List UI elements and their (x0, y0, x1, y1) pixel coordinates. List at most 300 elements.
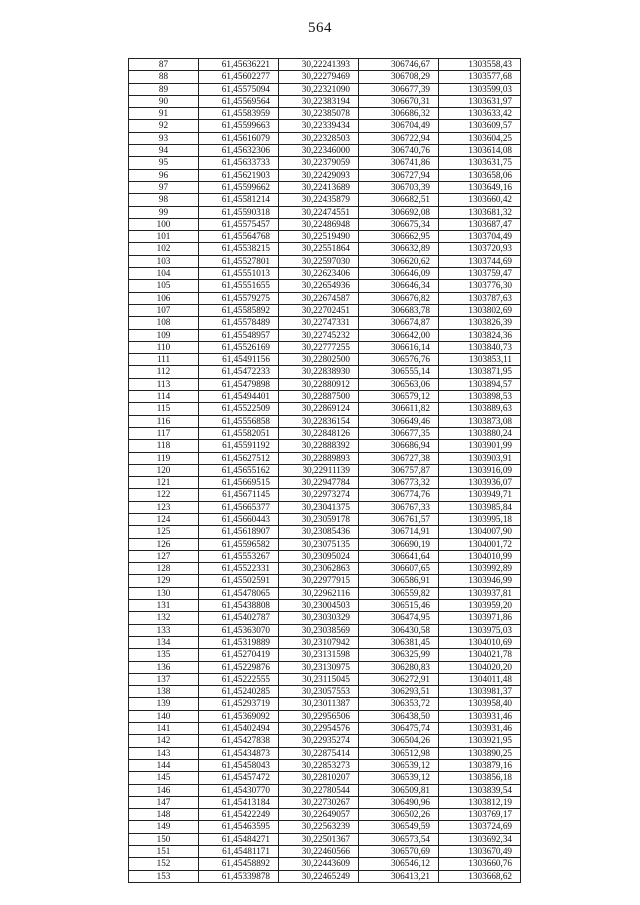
y-coordinate-cell: 1303981,37 (439, 686, 521, 698)
latitude-cell: 61,45527801 (199, 255, 279, 267)
table-row (129, 833, 521, 845)
x-coordinate-cell: 306573,54 (359, 833, 439, 845)
table-row (129, 341, 521, 353)
table-row (129, 600, 521, 612)
y-coordinate-cell: 1303931,46 (439, 710, 521, 722)
point-number-cell: 132 (129, 612, 199, 624)
longitude-cell: 30,22973274 (279, 489, 359, 501)
longitude-cell: 30,22241393 (279, 59, 359, 71)
y-coordinate-cell: 1303658,06 (439, 169, 521, 181)
x-coordinate-cell: 306620,62 (359, 255, 439, 267)
longitude-cell: 30,22460566 (279, 846, 359, 858)
longitude-cell: 30,22654936 (279, 280, 359, 292)
table-row (129, 71, 521, 83)
latitude-cell: 61,45579275 (199, 292, 279, 304)
point-number-cell: 97 (129, 181, 199, 193)
point-number-cell: 110 (129, 341, 199, 353)
table-row (129, 329, 521, 341)
y-coordinate-cell: 1303879,16 (439, 759, 521, 771)
x-coordinate-cell: 306682,51 (359, 194, 439, 206)
y-coordinate-cell: 1303633,42 (439, 108, 521, 120)
table-row (129, 870, 521, 882)
x-coordinate-cell: 306677,39 (359, 83, 439, 95)
longitude-cell: 30,22443609 (279, 858, 359, 870)
y-coordinate-cell: 1303921,95 (439, 735, 521, 747)
longitude-cell: 30,23131598 (279, 649, 359, 661)
x-coordinate-cell: 306474,95 (359, 612, 439, 624)
x-coordinate-cell: 306670,31 (359, 95, 439, 107)
y-coordinate-cell: 1303614,08 (439, 145, 521, 157)
x-coordinate-cell: 306490,96 (359, 796, 439, 808)
x-coordinate-cell: 306686,94 (359, 440, 439, 452)
coordinates-table-body (129, 59, 521, 883)
table-row (129, 452, 521, 464)
latitude-cell: 61,45538215 (199, 243, 279, 255)
y-coordinate-cell: 1304011,48 (439, 673, 521, 685)
x-coordinate-cell: 306549,59 (359, 821, 439, 833)
latitude-cell: 61,45669515 (199, 477, 279, 489)
table-row (129, 636, 521, 648)
y-coordinate-cell: 1303931,46 (439, 723, 521, 735)
point-number-cell: 122 (129, 489, 199, 501)
y-coordinate-cell: 1303871,95 (439, 366, 521, 378)
x-coordinate-cell: 306641,64 (359, 550, 439, 562)
point-number-cell: 147 (129, 796, 199, 808)
x-coordinate-cell: 306757,87 (359, 464, 439, 476)
table-row (129, 686, 521, 698)
latitude-cell: 61,45578489 (199, 317, 279, 329)
point-number-cell: 92 (129, 120, 199, 132)
latitude-cell: 61,45599662 (199, 181, 279, 193)
table-row (129, 194, 521, 206)
table-row (129, 673, 521, 685)
y-coordinate-cell: 1303744,69 (439, 255, 521, 267)
x-coordinate-cell: 306704,49 (359, 120, 439, 132)
x-coordinate-cell: 306646,09 (359, 268, 439, 280)
y-coordinate-cell: 1304020,20 (439, 661, 521, 673)
y-coordinate-cell: 1303936,07 (439, 477, 521, 489)
latitude-cell: 61,45240285 (199, 686, 279, 698)
table-row (129, 563, 521, 575)
point-number-cell: 104 (129, 268, 199, 280)
longitude-cell: 30,22977915 (279, 575, 359, 587)
y-coordinate-cell: 1303971,86 (439, 612, 521, 624)
point-number-cell: 134 (129, 636, 199, 648)
table-row (129, 501, 521, 513)
x-coordinate-cell: 306722,94 (359, 132, 439, 144)
y-coordinate-cell: 1303958,40 (439, 698, 521, 710)
x-coordinate-cell: 306746,67 (359, 59, 439, 71)
point-number-cell: 101 (129, 231, 199, 243)
x-coordinate-cell: 306676,82 (359, 292, 439, 304)
y-coordinate-cell: 1303901,99 (439, 440, 521, 452)
x-coordinate-cell: 306692,08 (359, 206, 439, 218)
x-coordinate-cell: 306767,33 (359, 501, 439, 513)
y-coordinate-cell: 1303894,57 (439, 378, 521, 390)
y-coordinate-cell: 1304001,72 (439, 538, 521, 550)
table-row (129, 821, 521, 833)
longitude-cell: 30,23062863 (279, 563, 359, 575)
point-number-cell: 136 (129, 661, 199, 673)
latitude-cell: 61,45458043 (199, 759, 279, 771)
point-number-cell: 108 (129, 317, 199, 329)
page-number: 564 (308, 20, 332, 36)
longitude-cell: 30,22889893 (279, 452, 359, 464)
longitude-cell: 30,22379059 (279, 157, 359, 169)
longitude-cell: 30,22880912 (279, 378, 359, 390)
latitude-cell: 61,45590318 (199, 206, 279, 218)
table-row (129, 464, 521, 476)
table-row (129, 427, 521, 439)
point-number-cell: 142 (129, 735, 199, 747)
longitude-cell: 30,22551864 (279, 243, 359, 255)
longitude-cell: 30,22838930 (279, 366, 359, 378)
point-number-cell: 141 (129, 723, 199, 735)
point-number-cell: 96 (129, 169, 199, 181)
latitude-cell: 61,45583959 (199, 108, 279, 120)
latitude-cell: 61,45632306 (199, 145, 279, 157)
longitude-cell: 30,22474551 (279, 206, 359, 218)
y-coordinate-cell: 1303949,71 (439, 489, 521, 501)
point-number-cell: 131 (129, 600, 199, 612)
point-number-cell: 133 (129, 624, 199, 636)
table-row (129, 95, 521, 107)
x-coordinate-cell: 306504,26 (359, 735, 439, 747)
longitude-cell: 30,23085436 (279, 526, 359, 538)
latitude-cell: 61,45633733 (199, 157, 279, 169)
x-coordinate-cell: 306559,82 (359, 587, 439, 599)
y-coordinate-cell: 1303787,63 (439, 292, 521, 304)
longitude-cell: 30,22887500 (279, 391, 359, 403)
x-coordinate-cell: 306586,91 (359, 575, 439, 587)
latitude-cell: 61,45655162 (199, 464, 279, 476)
x-coordinate-cell: 306563,06 (359, 378, 439, 390)
latitude-cell: 61,45522509 (199, 403, 279, 415)
x-coordinate-cell: 306555,14 (359, 366, 439, 378)
x-coordinate-cell: 306272,91 (359, 673, 439, 685)
y-coordinate-cell: 1303558,43 (439, 59, 521, 71)
table-row (129, 747, 521, 759)
x-coordinate-cell: 306512,98 (359, 747, 439, 759)
y-coordinate-cell: 1304010,69 (439, 636, 521, 648)
point-number-cell: 115 (129, 403, 199, 415)
longitude-cell: 30,22346000 (279, 145, 359, 157)
longitude-cell: 30,22486948 (279, 218, 359, 230)
y-coordinate-cell: 1303668,62 (439, 870, 521, 882)
table-row (129, 132, 521, 144)
latitude-cell: 61,45526169 (199, 341, 279, 353)
point-number-cell: 153 (129, 870, 199, 882)
x-coordinate-cell: 306475,74 (359, 723, 439, 735)
longitude-cell: 30,22888392 (279, 440, 359, 452)
x-coordinate-cell: 306714,91 (359, 526, 439, 538)
y-coordinate-cell: 1304010,99 (439, 550, 521, 562)
latitude-cell: 61,45602277 (199, 71, 279, 83)
latitude-cell: 61,45369092 (199, 710, 279, 722)
x-coordinate-cell: 306616,14 (359, 341, 439, 353)
latitude-cell: 61,45621903 (199, 169, 279, 181)
longitude-cell: 30,22780544 (279, 784, 359, 796)
latitude-cell: 61,45422249 (199, 809, 279, 821)
table-row (129, 59, 521, 71)
latitude-cell: 61,45491156 (199, 354, 279, 366)
table-row (129, 218, 521, 230)
latitude-cell: 61,45575457 (199, 218, 279, 230)
table-row (129, 858, 521, 870)
y-coordinate-cell: 1303687,47 (439, 218, 521, 230)
x-coordinate-cell: 306646,34 (359, 280, 439, 292)
point-number-cell: 128 (129, 563, 199, 575)
table-row (129, 477, 521, 489)
y-coordinate-cell: 1303704,49 (439, 231, 521, 243)
y-coordinate-cell: 1303985,84 (439, 501, 521, 513)
longitude-cell: 30,22911139 (279, 464, 359, 476)
y-coordinate-cell: 1303826,39 (439, 317, 521, 329)
x-coordinate-cell: 306675,34 (359, 218, 439, 230)
y-coordinate-cell: 1303856,18 (439, 772, 521, 784)
longitude-cell: 30,22853273 (279, 759, 359, 771)
x-coordinate-cell: 306703,39 (359, 181, 439, 193)
y-coordinate-cell: 1303759,47 (439, 268, 521, 280)
longitude-cell: 30,22935274 (279, 735, 359, 747)
table-row (129, 108, 521, 120)
y-coordinate-cell: 1303880,24 (439, 427, 521, 439)
point-number-cell: 152 (129, 858, 199, 870)
latitude-cell: 61,45564768 (199, 231, 279, 243)
y-coordinate-cell: 1303631,75 (439, 157, 521, 169)
latitude-cell: 61,45363070 (199, 624, 279, 636)
longitude-cell: 30,22519490 (279, 231, 359, 243)
x-coordinate-cell: 306570,69 (359, 846, 439, 858)
point-number-cell: 109 (129, 329, 199, 341)
longitude-cell: 30,22597030 (279, 255, 359, 267)
y-coordinate-cell: 1303853,11 (439, 354, 521, 366)
y-coordinate-cell: 1303681,32 (439, 206, 521, 218)
table-row (129, 181, 521, 193)
x-coordinate-cell: 306773,32 (359, 477, 439, 489)
table-row (129, 317, 521, 329)
table-row (129, 366, 521, 378)
longitude-cell: 30,22702451 (279, 304, 359, 316)
latitude-cell: 61,45596582 (199, 538, 279, 550)
y-coordinate-cell: 1303995,18 (439, 513, 521, 525)
point-number-cell: 149 (129, 821, 199, 833)
point-number-cell: 102 (129, 243, 199, 255)
coordinates-table (128, 58, 521, 883)
x-coordinate-cell: 306325,99 (359, 649, 439, 661)
x-coordinate-cell: 306430,58 (359, 624, 439, 636)
point-number-cell: 124 (129, 513, 199, 525)
latitude-cell: 61,45522331 (199, 563, 279, 575)
x-coordinate-cell: 306774,76 (359, 489, 439, 501)
y-coordinate-cell: 1303890,25 (439, 747, 521, 759)
table-row (129, 231, 521, 243)
x-coordinate-cell: 306674,87 (359, 317, 439, 329)
point-number-cell: 140 (129, 710, 199, 722)
latitude-cell: 61,45413184 (199, 796, 279, 808)
point-number-cell: 116 (129, 415, 199, 427)
point-number-cell: 95 (129, 157, 199, 169)
point-number-cell: 100 (129, 218, 199, 230)
latitude-cell: 61,45660443 (199, 513, 279, 525)
longitude-cell: 30,23115045 (279, 673, 359, 685)
table-row (129, 169, 521, 181)
longitude-cell: 30,23075135 (279, 538, 359, 550)
longitude-cell: 30,22321090 (279, 83, 359, 95)
latitude-cell: 61,45430770 (199, 784, 279, 796)
point-number-cell: 113 (129, 378, 199, 390)
x-coordinate-cell: 306293,51 (359, 686, 439, 698)
table-row (129, 243, 521, 255)
latitude-cell: 61,45556858 (199, 415, 279, 427)
longitude-cell: 30,23004503 (279, 600, 359, 612)
table-row (129, 575, 521, 587)
point-number-cell: 118 (129, 440, 199, 452)
y-coordinate-cell: 1303649,16 (439, 181, 521, 193)
table-row (129, 526, 521, 538)
x-coordinate-cell: 306509,81 (359, 784, 439, 796)
table-row (129, 538, 521, 550)
y-coordinate-cell: 1303903,91 (439, 452, 521, 464)
latitude-cell: 61,45270419 (199, 649, 279, 661)
table-row (129, 661, 521, 673)
x-coordinate-cell: 306280,83 (359, 661, 439, 673)
longitude-cell: 30,22956506 (279, 710, 359, 722)
latitude-cell: 61,45551013 (199, 268, 279, 280)
table-row (129, 735, 521, 747)
table-row (129, 157, 521, 169)
point-number-cell: 90 (129, 95, 199, 107)
table-row (129, 649, 521, 661)
longitude-cell: 30,22465249 (279, 870, 359, 882)
x-coordinate-cell: 306502,26 (359, 809, 439, 821)
x-coordinate-cell: 306686,32 (359, 108, 439, 120)
latitude-cell: 61,45551655 (199, 280, 279, 292)
x-coordinate-cell: 306353,72 (359, 698, 439, 710)
x-coordinate-cell: 306515,46 (359, 600, 439, 612)
latitude-cell: 61,45319889 (199, 636, 279, 648)
table-row (129, 378, 521, 390)
table-row (129, 784, 521, 796)
y-coordinate-cell: 1303577,68 (439, 71, 521, 83)
y-coordinate-cell: 1303599,03 (439, 83, 521, 95)
longitude-cell: 30,22339434 (279, 120, 359, 132)
longitude-cell: 30,22649057 (279, 809, 359, 821)
longitude-cell: 30,22810207 (279, 772, 359, 784)
point-number-cell: 151 (129, 846, 199, 858)
longitude-cell: 30,22869124 (279, 403, 359, 415)
longitude-cell: 30,22623406 (279, 268, 359, 280)
point-number-cell: 144 (129, 759, 199, 771)
y-coordinate-cell: 1303898,53 (439, 391, 521, 403)
table-row (129, 846, 521, 858)
longitude-cell: 30,22730267 (279, 796, 359, 808)
x-coordinate-cell: 306576,76 (359, 354, 439, 366)
x-coordinate-cell: 306683,78 (359, 304, 439, 316)
point-number-cell: 88 (129, 71, 199, 83)
y-coordinate-cell: 1303724,69 (439, 821, 521, 833)
x-coordinate-cell: 306708,29 (359, 71, 439, 83)
table-row (129, 698, 521, 710)
table-row (129, 759, 521, 771)
longitude-cell: 30,23095024 (279, 550, 359, 562)
y-coordinate-cell: 1303609,57 (439, 120, 521, 132)
y-coordinate-cell: 1303776,30 (439, 280, 521, 292)
longitude-cell: 30,22954576 (279, 723, 359, 735)
longitude-cell: 30,22836154 (279, 415, 359, 427)
y-coordinate-cell: 1303916,09 (439, 464, 521, 476)
table-row (129, 255, 521, 267)
latitude-cell: 61,45478065 (199, 587, 279, 599)
x-coordinate-cell: 306740,76 (359, 145, 439, 157)
point-number-cell: 143 (129, 747, 199, 759)
latitude-cell: 61,45472233 (199, 366, 279, 378)
longitude-cell: 30,22947784 (279, 477, 359, 489)
longitude-cell: 30,23130975 (279, 661, 359, 673)
y-coordinate-cell: 1303975,03 (439, 624, 521, 636)
y-coordinate-cell: 1304021,78 (439, 649, 521, 661)
point-number-cell: 93 (129, 132, 199, 144)
latitude-cell: 61,45671145 (199, 489, 279, 501)
point-number-cell: 94 (129, 145, 199, 157)
latitude-cell: 61,45293719 (199, 698, 279, 710)
table-row (129, 624, 521, 636)
latitude-cell: 61,45616079 (199, 132, 279, 144)
table-row (129, 206, 521, 218)
x-coordinate-cell: 306727,38 (359, 452, 439, 464)
longitude-cell: 30,22875414 (279, 747, 359, 759)
longitude-cell: 30,23030329 (279, 612, 359, 624)
latitude-cell: 61,45553267 (199, 550, 279, 562)
longitude-cell: 30,22328503 (279, 132, 359, 144)
point-number-cell: 137 (129, 673, 199, 685)
point-number-cell: 125 (129, 526, 199, 538)
latitude-cell: 61,45599663 (199, 120, 279, 132)
point-number-cell: 87 (129, 59, 199, 71)
longitude-cell: 30,22413689 (279, 181, 359, 193)
latitude-cell: 61,45618907 (199, 526, 279, 538)
x-coordinate-cell: 306438,50 (359, 710, 439, 722)
table-row (129, 796, 521, 808)
latitude-cell: 61,45434873 (199, 747, 279, 759)
table-row (129, 391, 521, 403)
table-row (129, 710, 521, 722)
latitude-cell: 61,45494401 (199, 391, 279, 403)
point-number-cell: 106 (129, 292, 199, 304)
y-coordinate-cell: 1303839,54 (439, 784, 521, 796)
point-number-cell: 121 (129, 477, 199, 489)
longitude-cell: 30,22279469 (279, 71, 359, 83)
point-number-cell: 127 (129, 550, 199, 562)
longitude-cell: 30,22501367 (279, 833, 359, 845)
table-row (129, 612, 521, 624)
table-row (129, 280, 521, 292)
longitude-cell: 30,22674587 (279, 292, 359, 304)
x-coordinate-cell: 306727,94 (359, 169, 439, 181)
table-row (129, 268, 521, 280)
latitude-cell: 61,45569564 (199, 95, 279, 107)
x-coordinate-cell: 306607,65 (359, 563, 439, 575)
x-coordinate-cell: 306413,21 (359, 870, 439, 882)
latitude-cell: 61,45582051 (199, 427, 279, 439)
y-coordinate-cell: 1303692,34 (439, 833, 521, 845)
longitude-cell: 30,23059178 (279, 513, 359, 525)
longitude-cell: 30,22429093 (279, 169, 359, 181)
longitude-cell: 30,22802500 (279, 354, 359, 366)
table-row (129, 354, 521, 366)
point-number-cell: 126 (129, 538, 199, 550)
point-number-cell: 111 (129, 354, 199, 366)
